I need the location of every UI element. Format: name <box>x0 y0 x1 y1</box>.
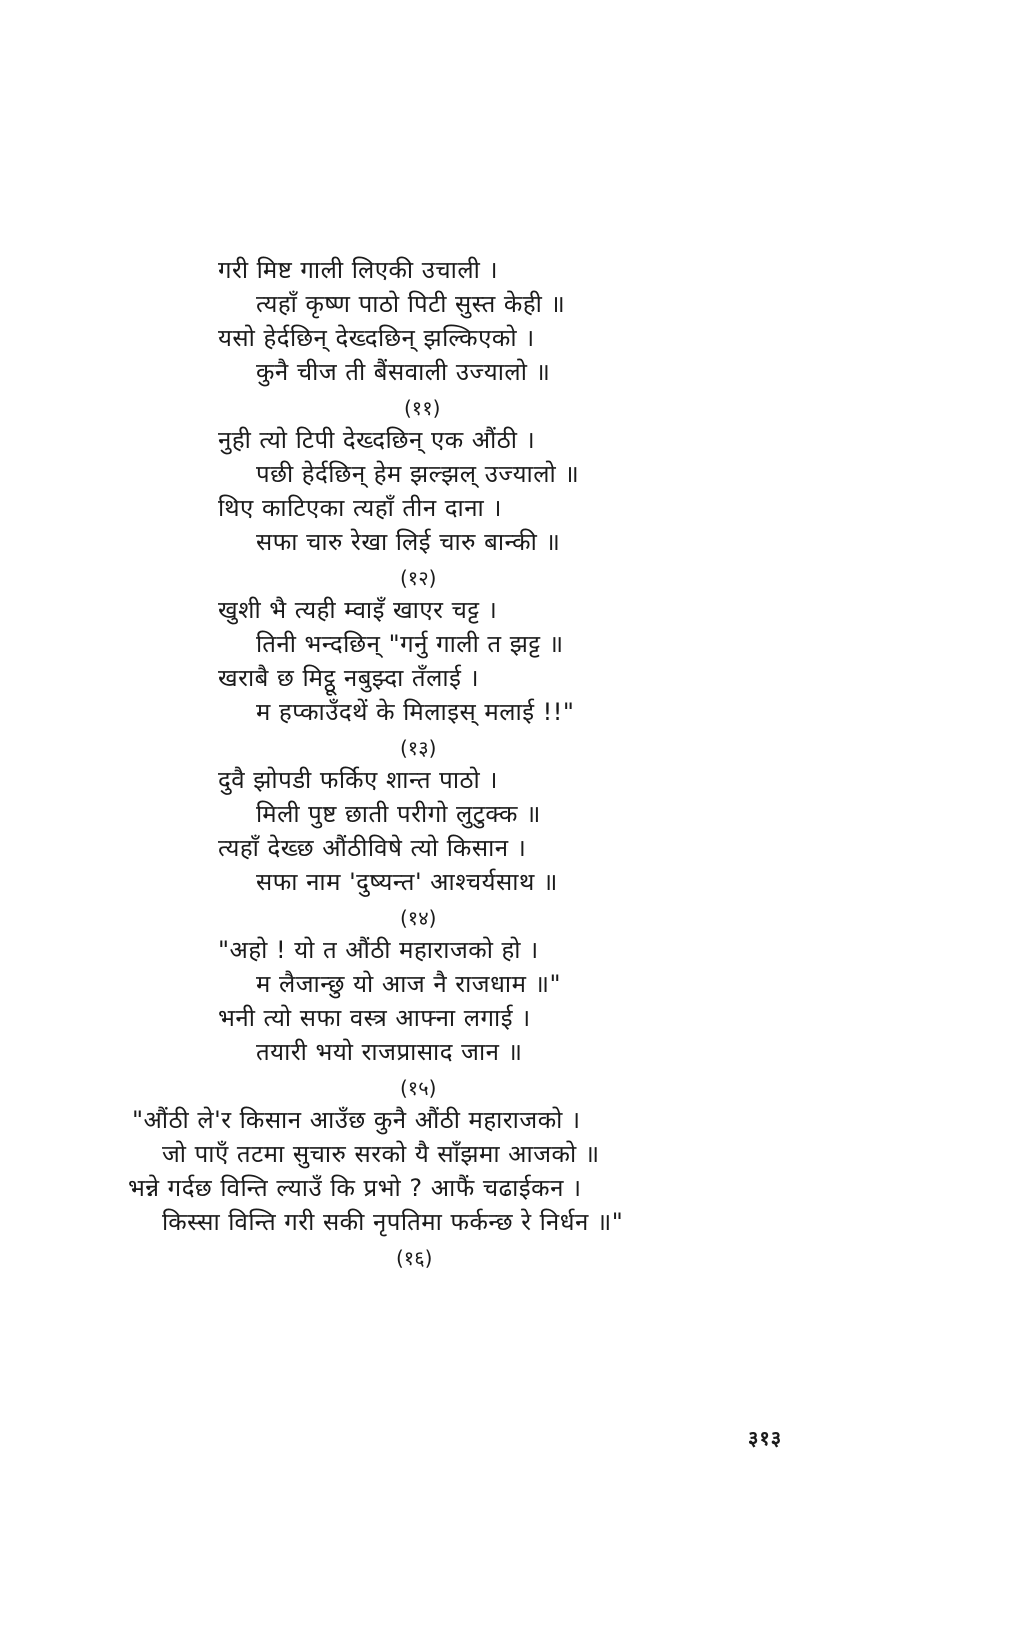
verse-number: (१५) <box>400 1076 437 1100</box>
verse-number: (१३) <box>400 736 437 760</box>
verse-line: भन्ने गर्दछ विन्ति ल्याउँ कि प्रभो ? आफैं चढाईकन । <box>128 1174 582 1202</box>
verse-line: त्यहाँ कृष्ण पाठो पिटी सुस्त केही ॥ <box>256 290 566 318</box>
verse-line: मिली पुष्ट छाती परीगो लुटुक्क ॥ <box>256 800 541 828</box>
verse-line: किस्सा विन्ति गरी सकी नृपतिमा फर्कन्छ रे निर्धन ॥" <box>162 1208 624 1236</box>
verse-line: जो पाएँ तटमा सुचारु सरको यै साँझमा आजको ॥ <box>162 1140 600 1168</box>
verse-line: पछी हेर्दछिन् हेम झल्झल् उज्यालो ॥ <box>256 460 580 488</box>
verse-number: (११) <box>404 396 441 420</box>
verse-line: भनी त्यो सफा वस्त्र आफ्ना लगाई । <box>218 1004 531 1032</box>
verse-line: म हप्काउँदथें के मिलाइस् मलाई !!" <box>256 698 575 726</box>
verse-line: सफा चारु रेखा लिई चारु बान्की ॥ <box>256 528 561 556</box>
verse-line: गरी मिष्ट गाली लिएकी उचाली । <box>218 256 499 284</box>
verse-line: म लैजान्छु यो आज नै राजधाम ॥" <box>256 970 561 998</box>
verse-line: तयारी भयो राजप्रासाद जान ॥ <box>256 1038 523 1066</box>
verse-line: त्यहाँ देख्छ औंठीविषे त्यो किसान । <box>218 834 527 862</box>
verse-number: (१४) <box>400 906 437 930</box>
verse-number: (१६) <box>396 1246 433 1270</box>
verse-number: (१२) <box>400 566 437 590</box>
verse-line: नुही त्यो टिपी देख्दछिन् एक औंठी । <box>218 426 536 454</box>
verse-line: कुनै चीज ती बैंसवाली उज्यालो ॥ <box>256 358 551 386</box>
verse-line: खुशी भै त्यही म्वाइँ खाएर चट्ट । <box>218 596 498 624</box>
verse-line: दुवै झोपडी फर्किए शान्त पाठो । <box>218 766 498 794</box>
verse-line: खराबै छ मिट्ठू नबुझ्दा तँलाई । <box>218 664 480 692</box>
page-number: ३१३ <box>748 1426 783 1450</box>
verse-line: सफा नाम 'दुष्यन्त' आश्चर्यसाथ ॥ <box>256 868 558 896</box>
verse-line: "अहो ! यो त औंठी महाराजको हो । <box>218 936 539 964</box>
verse-line: तिनी भन्दछिन् "गर्नु गाली त झट्ट ॥ <box>256 630 564 658</box>
verse-line: "औंठी ले'र किसान आउँछ कुनै औंठी महाराजको । <box>132 1106 581 1134</box>
verse-line: थिए काटिएका त्यहाँ तीन दाना । <box>218 494 502 522</box>
verse-line: यसो हेर्दछिन् देख्दछिन् झल्किएको । <box>218 324 535 352</box>
